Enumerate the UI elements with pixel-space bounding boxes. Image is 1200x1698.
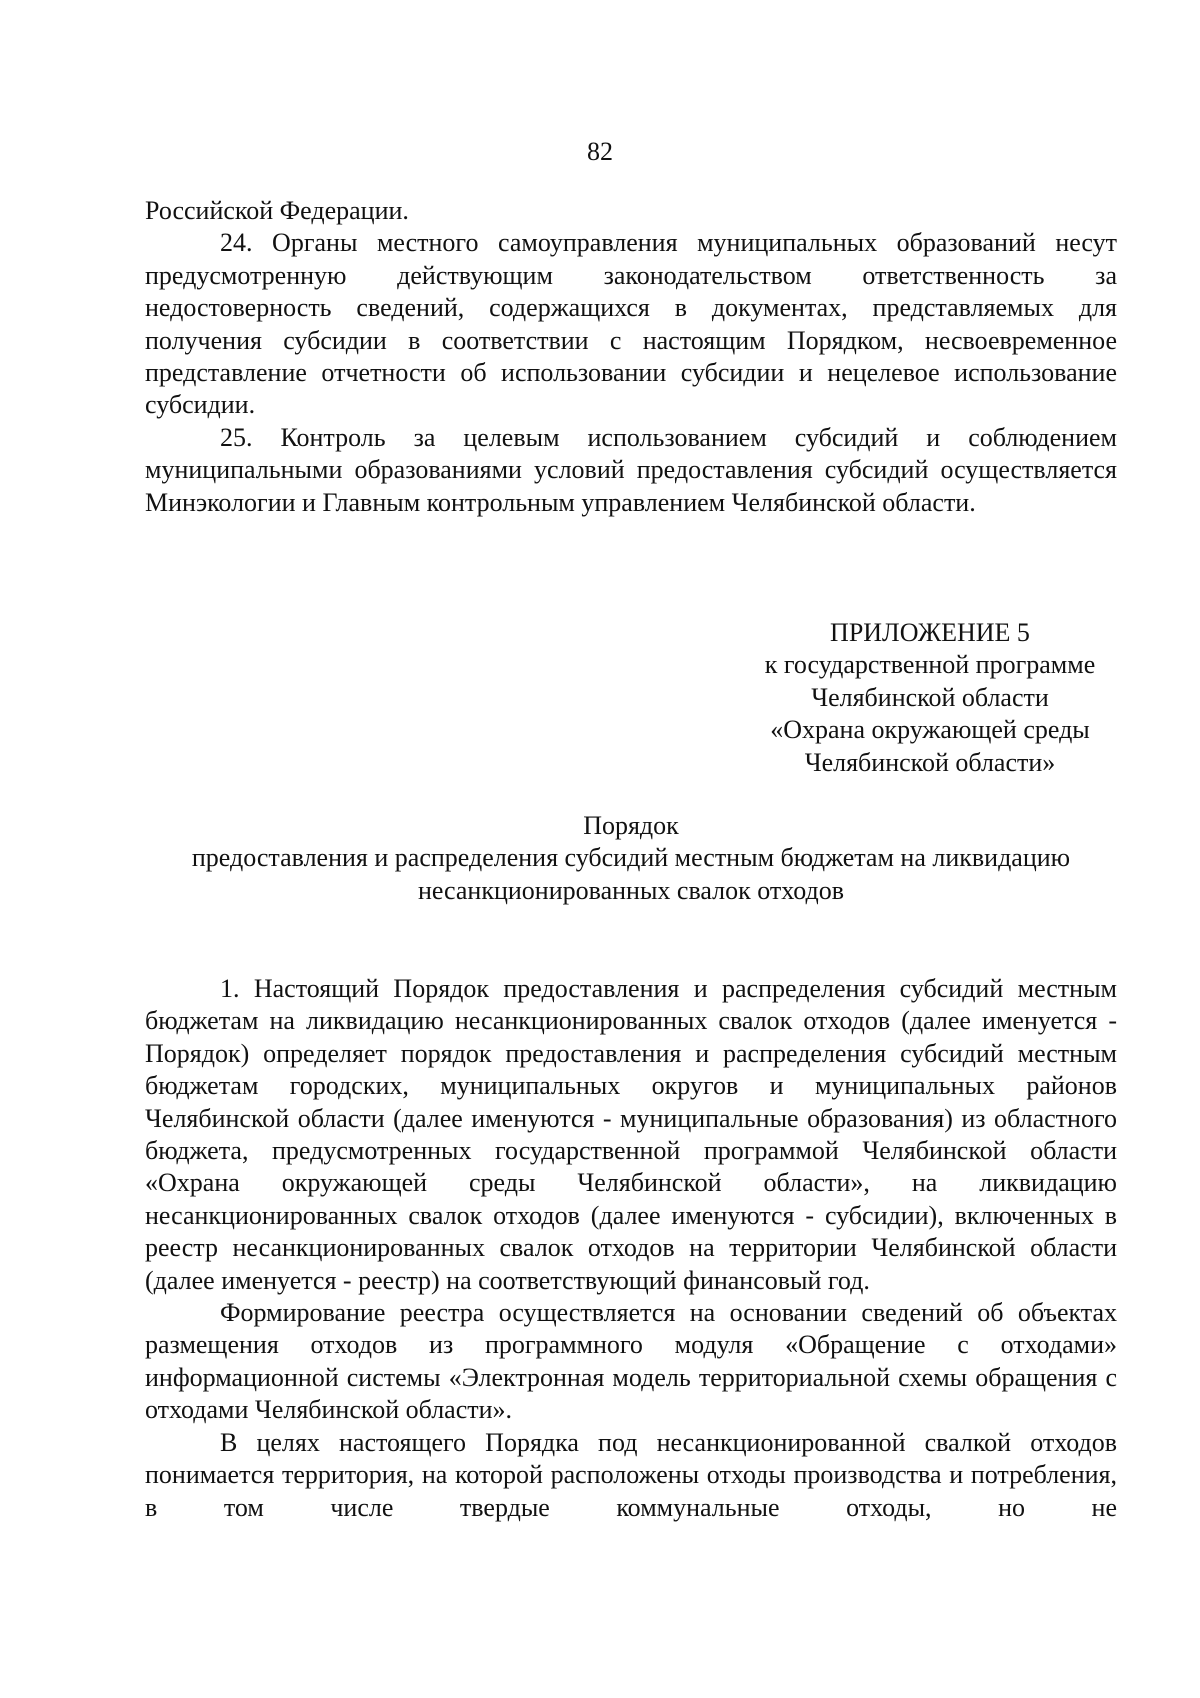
annex-title: ПРИЛОЖЕНИЕ 5 [830, 618, 1030, 647]
document-title [145, 810, 1117, 907]
paragraph-25: 25. Контроль за целевым использованием субсидий и соблюдением муниципальными образованиями условий предоставления субсидий осуществляется Минэкологии и Главным контрольным управлением Челябинской области. [145, 422, 1117, 517]
paragraph-continuation: Российской Федерации. [145, 196, 409, 225]
paragraph-registry: Формирование реестра осуществляется на основании сведений об объектах размещения отходов из программного модуля «Обращение с отходами» информационной системы «Электронная модель территориальной схемы обращения с отходами Челябинской области». [145, 1298, 1117, 1425]
title-subheading: предоставления и распределения субсидий местным бюджетам на ликвидацию [191, 843, 1071, 873]
page-number: 82 [587, 137, 613, 166]
paragraph-24: 24. Органы местного самоуправления муниципальных образований несут предусмотренную действующим законодательством ответственность за недостоверность сведений, содержащихся в документах, представляемых для получения субсидии в соответствии с настоящим Порядком, несвоевременное представление отчетности об использовании субсидии и нецелевое использование субсидии. [145, 228, 1117, 420]
annex-line: «Охрана окружающей среды [770, 715, 1090, 745]
main-text-block [145, 973, 1117, 1524]
annex-line: Челябинской области» [804, 747, 1056, 777]
paragraph-definition: В целях настоящего Порядка под несанкционированной свалкой отходов понимается территория, на которой расположены отходы производства и потребления, в том числе твердые коммунальные отходы, но не [145, 1427, 1117, 1522]
annex-line: Челябинской области [811, 682, 1049, 712]
title-heading: Порядок [583, 811, 679, 840]
annex-line: к государственной программе [764, 650, 1096, 680]
top-text-block [145, 195, 1117, 519]
paragraph-1: 1. Настоящий Порядок предоставления и распределения субсидий местным бюджетам на ликвидацию несанкционированных свалок отходов (далее именуется - Порядок) определяет порядок предоставления и распределения субсидий местным бюджетам городских, муниципальных округов и муниципальных районов Челябинской области (далее именуются - муниципальные образования) из областного бюджета, предусмотренных государственной программой Челябинской области «Охрана окружающей среды Челябинской области», на ликвидацию несанкционированных свалок отходов (далее именуются - субсидии), включенных в реестр несанкционированных свалок отходов на территории Челябинской области (далее именуется - реестр) на соответствующий финансовый год. [145, 974, 1117, 1295]
annex-header [740, 617, 1120, 779]
title-subheading: несанкционированных свалок отходов [417, 875, 845, 905]
